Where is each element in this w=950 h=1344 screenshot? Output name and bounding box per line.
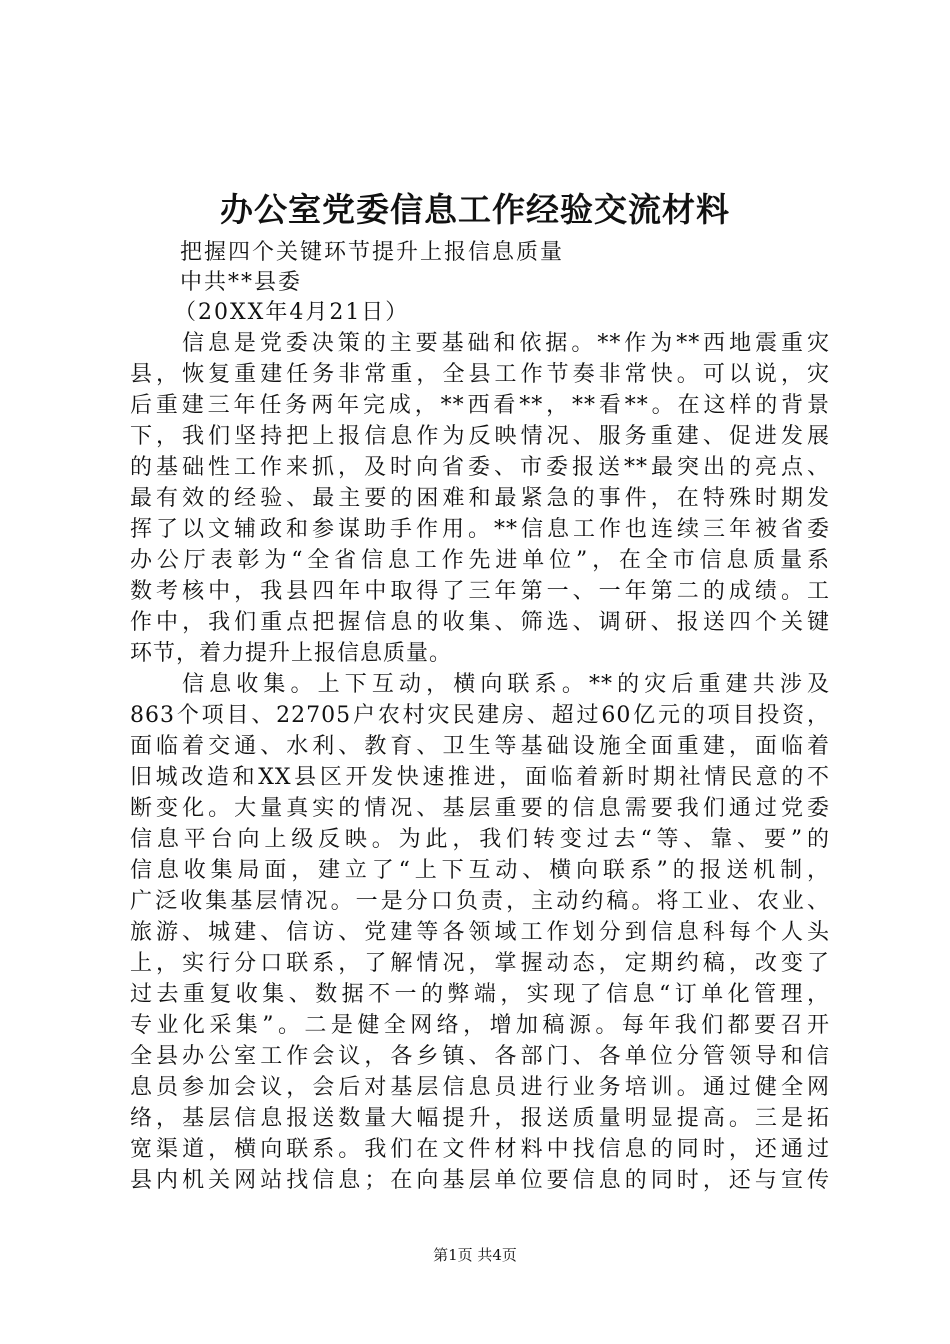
paragraph-line: 上，实行分口联系，了解情况，掌握动态，定期约稿，改变了	[130, 951, 830, 976]
paragraph-line: 最有效的经验、最主要的困难和最紧急的事件，在特殊时期发	[130, 486, 830, 511]
paragraph-line: 面临着交通、水利、教育、卫生等基础设施全面重建，面临着	[130, 734, 830, 759]
paragraph-line: 专业化采集”。二是健全网络，增加稿源。每年我们都要召开	[130, 1013, 830, 1038]
paragraph-line: 环节，着力提升上报信息质量。	[130, 641, 453, 666]
paragraph-line: 宽渠道，横向联系。我们在文件材料中找信息的同时，还通过	[130, 1137, 830, 1162]
paragraph-line: 旧城改造和XX县区开发快速推进，面临着新时期社情民意的不	[130, 765, 830, 790]
paragraph-line: 信息平台向上级反映。为此，我们转变过去“等、靠、要”的	[130, 827, 830, 852]
document-date: （20XX年4月21日）	[174, 300, 410, 325]
paragraph-line: 作中，我们重点把握信息的收集、筛选、调研、报送四个关键	[130, 610, 830, 635]
paragraph-line: 信息收集局面，建立了“上下互动、横向联系”的报送机制，	[130, 858, 830, 883]
paragraph-line: 863个项目、22705户农村灾民建房、超过60亿元的项目投资，	[130, 703, 830, 728]
paragraph-line: 的基础性工作来抓，及时向省委、市委报送**最突出的亮点、	[130, 455, 830, 480]
paragraph-line: 县内机关网站找信息；在向基层单位要信息的同时，还与宣传	[130, 1168, 830, 1193]
paragraph-line: 后重建三年任务两年完成，**西看**，**看**。在这样的背景	[130, 393, 830, 418]
paragraph-line: 县，恢复重建任务非常重，全县工作节奏非常快。可以说，灾	[130, 362, 830, 387]
document-body	[130, 328, 830, 1196]
document-author: 中共**县委	[180, 270, 303, 295]
paragraph-line: 旅游、城建、信访、党建等各领域工作划分到信息科每个人头	[130, 920, 830, 945]
paragraph-line: 数考核中，我县四年中取得了三年第一、一年第二的成绩。工	[130, 579, 830, 604]
paragraph-line: 下，我们坚持把上报信息作为反映情况、服务重建、促进发展	[130, 424, 830, 449]
paragraph-line: 办公厅表彰为“全省信息工作先进单位”，在全市信息质量系	[130, 548, 830, 573]
paragraph-line: 挥了以文辅政和参谋助手作用。**信息工作也连续三年被省委	[130, 517, 830, 542]
document-subtitle: 把握四个关键环节提升上报信息质量	[180, 240, 565, 265]
paragraph-line: 络，基层信息报送数量大幅提升，报送质量明显提高。三是拓	[130, 1106, 830, 1131]
paragraph-line: 信息是党委决策的主要基础和依据。**作为**西地震重灾	[182, 331, 830, 356]
paragraph-line: 全县办公室工作会议，各乡镇、各部门、各单位分管领导和信	[130, 1044, 830, 1069]
document-title: 办公室党委信息工作经验交流材料	[220, 190, 730, 229]
paragraph-line: 广泛收集基层情况。一是分口负责，主动约稿。将工业、农业、	[130, 889, 830, 914]
paragraph-line: 过去重复收集、数据不一的弊端，实现了信息“订单化管理，	[130, 982, 830, 1007]
page-footer: 第1页 共4页	[433, 1246, 517, 1264]
paragraph-line: 信息收集。上下互动，横向联系。**的灾后重建共涉及	[182, 672, 830, 697]
paragraph-line: 息员参加会议，会后对基层信息员进行业务培训。通过健全网	[130, 1075, 830, 1100]
paragraph-line: 断变化。大量真实的情况、基层重要的信息需要我们通过党委	[130, 796, 830, 821]
